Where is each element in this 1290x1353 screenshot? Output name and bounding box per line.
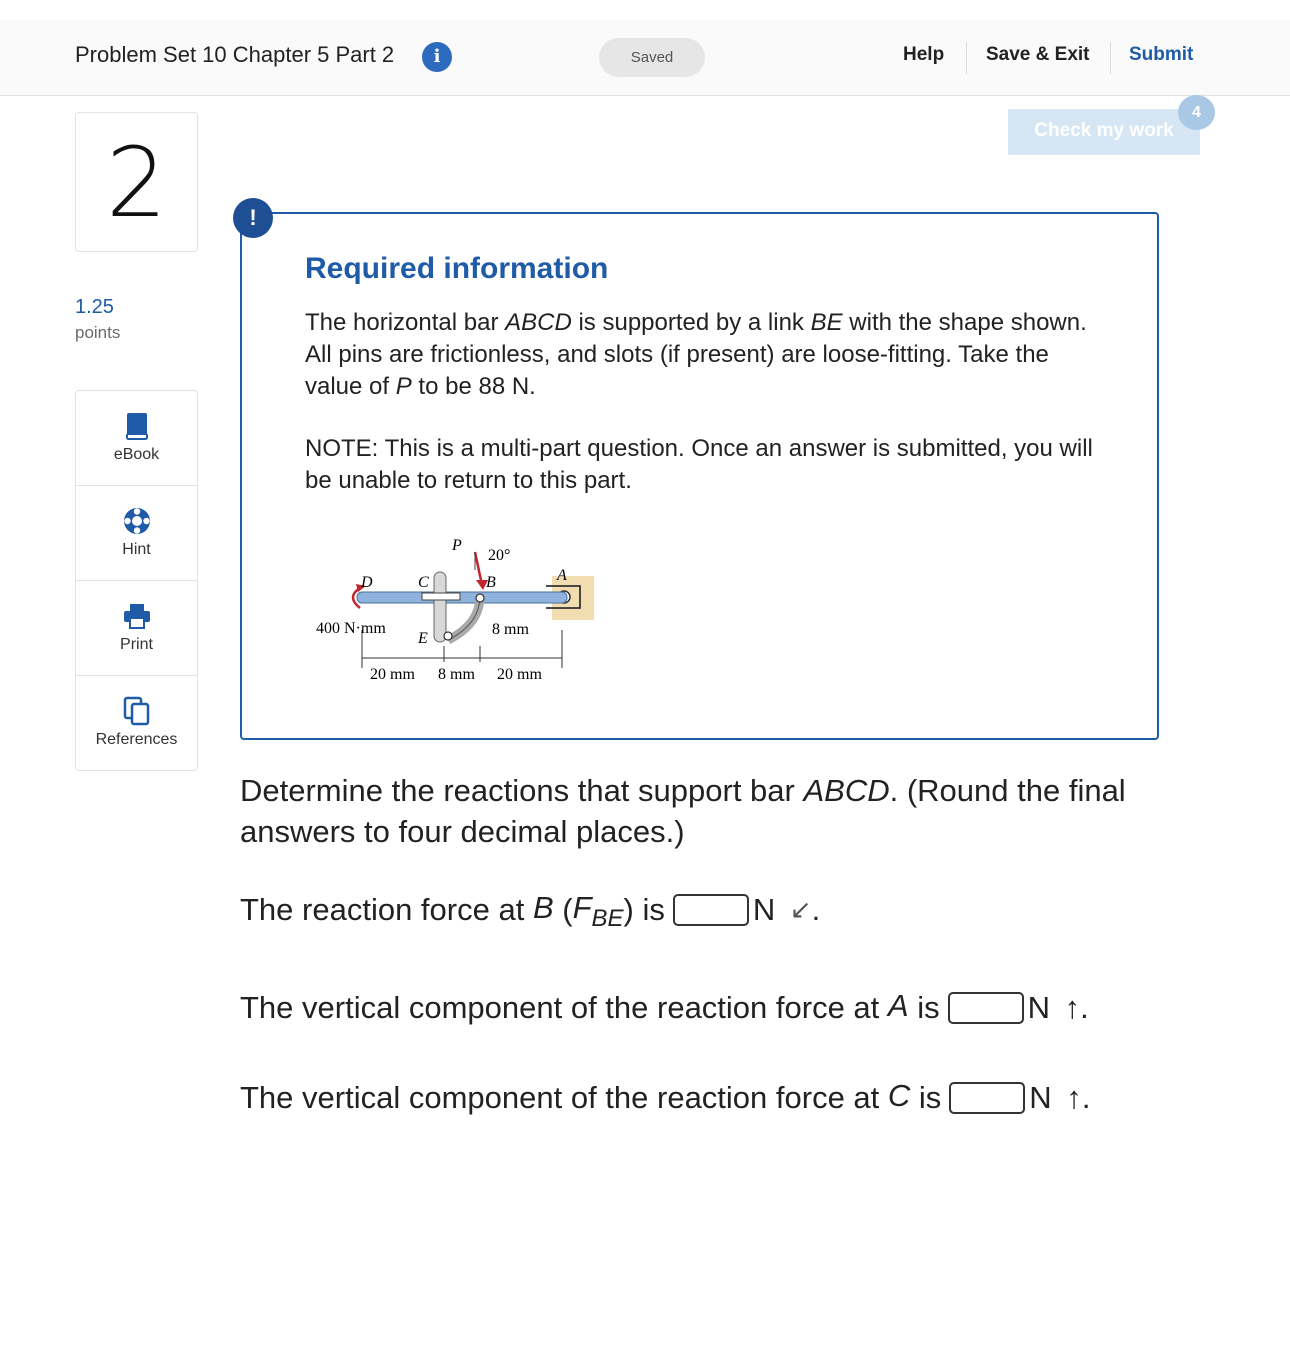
multi-part-note: NOTE: This is a multi-part question. Once an answer is submitted, you will be unable to return to this part. (305, 435, 1093, 494)
label-moment: 400 N·mm (316, 620, 386, 637)
down-left-arrow-icon: ↙ (789, 894, 812, 925)
answer-row-c: The vertical component of the reaction force at C is N ↑. (240, 1078, 1091, 1115)
label-e: E (418, 630, 428, 647)
book-icon (122, 411, 152, 441)
up-arrow-icon: ↑ (1064, 989, 1081, 1025)
question-number: 2 (75, 112, 198, 252)
info-icon[interactable]: i (422, 42, 452, 72)
print-label: Print (120, 636, 153, 653)
ebook-button[interactable] (76, 391, 197, 486)
lifebuoy-icon (122, 506, 152, 536)
c-vertical-answer-input[interactable] (949, 1082, 1025, 1114)
help-link[interactable]: Help (903, 44, 945, 65)
a-vertical-answer-input[interactable] (948, 992, 1024, 1024)
answer-row-a: The vertical component of the reaction force at A is N ↑. (240, 988, 1089, 1025)
check-my-work-button[interactable]: Check my work (1008, 109, 1200, 155)
assignment-title: Problem Set 10 Chapter 5 Part 2 (75, 42, 395, 67)
save-exit-link[interactable]: Save & Exit (986, 44, 1090, 65)
bar-abcd (357, 592, 567, 603)
label-dim2: 8 mm (438, 666, 475, 683)
tools-panel (75, 390, 198, 771)
fbe-answer-input[interactable] (673, 894, 749, 926)
label-link-dim: 8 mm (492, 621, 529, 638)
copy-icon (122, 696, 152, 726)
references-label: References (95, 731, 178, 748)
label-d: D (361, 574, 373, 591)
label-b: B (486, 574, 496, 591)
label-c: C (418, 574, 429, 591)
pin-c (434, 572, 446, 642)
hint-label: Hint (122, 541, 151, 558)
points-value: 1.25 (75, 296, 114, 318)
references-button[interactable] (76, 676, 197, 770)
up-arrow-icon: ↑ (1066, 1079, 1082, 1115)
label-dim1: 20 mm (370, 666, 415, 683)
bar-diagram (312, 530, 602, 690)
answer-row-fbe: The reaction force at B $(F_{BE})$ is N ↙. (240, 890, 821, 932)
label-dim3: 20 mm (497, 666, 542, 683)
submit-link[interactable]: Submit (1129, 44, 1194, 65)
top-bar (0, 20, 1290, 96)
saved-status-badge: Saved (599, 38, 705, 77)
points-label: points (75, 323, 121, 342)
hint-button[interactable] (76, 486, 197, 581)
problem-statement: The horizontal bar ABCD is supported by a link BE with the shape shown. All pins are frictionless, and slots (if present) are loose-fitting. Take the value of P to be 88 N. (305, 309, 1087, 400)
printer-icon (122, 601, 152, 631)
ebook-label: eBook (113, 446, 160, 463)
check-attempts-badge: 4 (1178, 95, 1215, 130)
alert-icon: ! (233, 198, 273, 238)
question-prompt: Determine the reactions that support bar ABCD. (Round the final answers to four decimal places.) (240, 773, 1126, 849)
print-button[interactable] (76, 581, 197, 676)
required-information-title: Required information (305, 252, 609, 285)
nav-divider (1110, 42, 1111, 74)
nav-divider (966, 42, 967, 74)
label-angle: 20° (488, 547, 511, 564)
label-p: P (452, 537, 462, 554)
label-a: A (557, 567, 567, 584)
